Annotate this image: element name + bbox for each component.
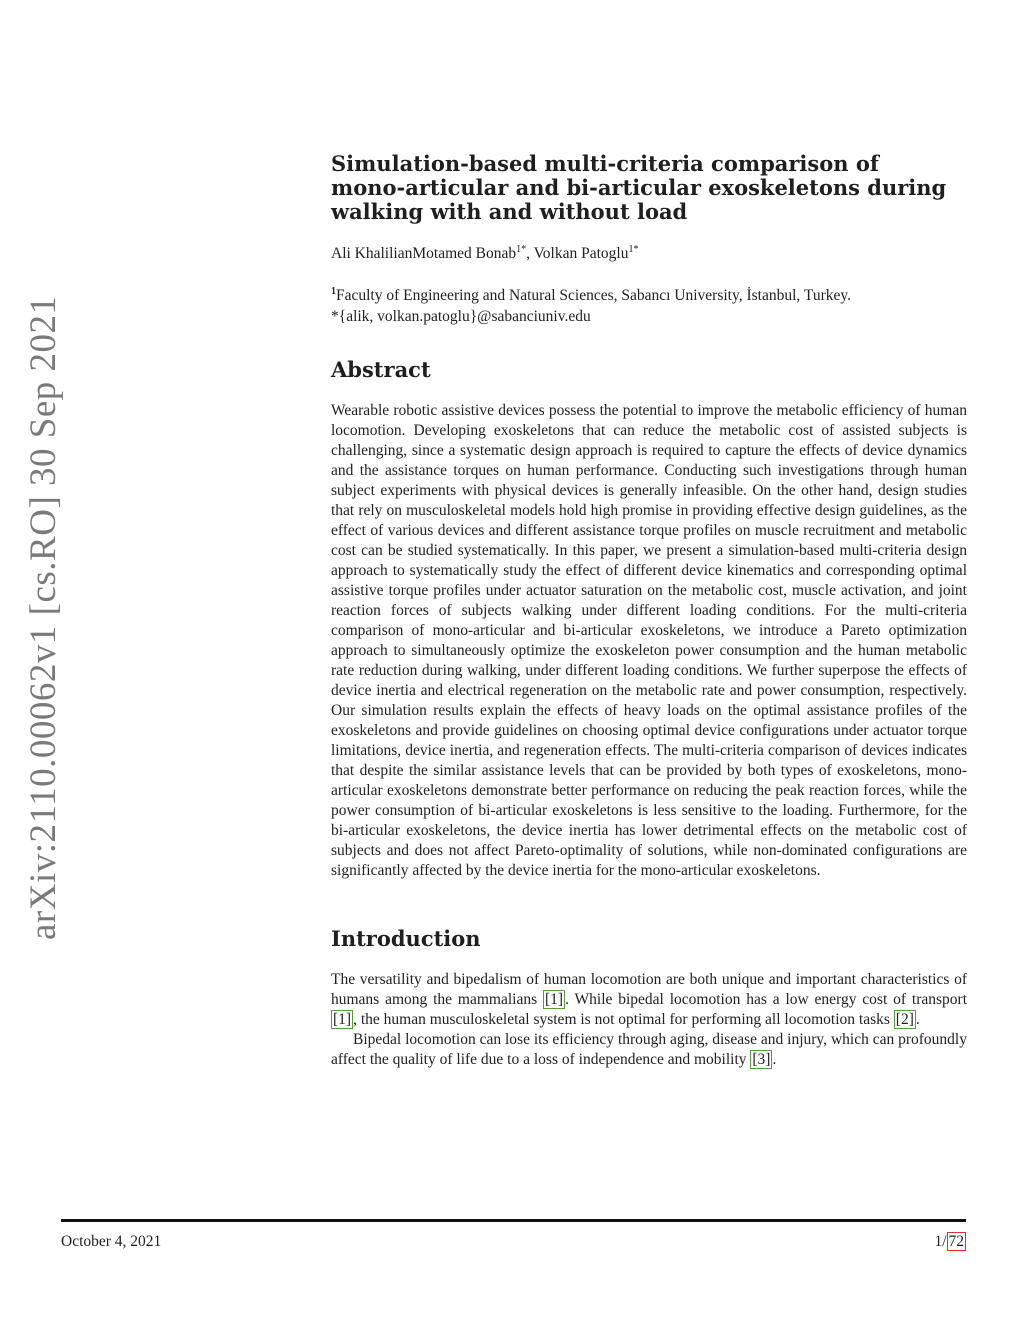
paper-title — [331, 152, 967, 224]
page-total-link[interactable]: 72 — [948, 1233, 964, 1250]
title-line: mono-articular and bi-articular exoskeletons during — [331, 175, 947, 200]
paper-content — [331, 152, 967, 1070]
abstract-text: Wearable robotic assistive devices possess the potential to improve the metabolic efficiency of human locomotion. Developing exoskeletons that can reduce the metabolic cost of assisted subjects is challenging, since a systematic design approach is required to capture the effects of device dynamics and the assistance torques on human performance. Conducting such investigations through human subject experiments with physical devices is generally infeasible. On the other hand, design studies that rely on musculoskeletal models hold high promise in providing effective design guidelines, as the effect of various devices and different assistance torque profiles on muscle recruitment and metabolic cost can be studied systematically. In this paper, we present a simulation-based multi-criteria design approach to systematically study the effect of different device kinematics and corresponding optimal assistive torque profiles under actuator saturation on the metabolic cost, muscle activation, and joint reaction forces of subjects walking under different loading conditions. For the multi-criteria comparison of mono-articular and bi-articular exoskeletons, we introduce a Pareto optimization approach to simultaneously optimize the exoskeleton power consumption and the human metabolic rate reduction during walking, under different loading conditions. We further superpose the effects of device inertia and electrical regeneration on the metabolic rate and power consumption, respectively. Our simulation results explain the effects of heavy loads on the optimal assistance profiles of the exoskeletons and provide guidelines on choosing optimal device configurations under actuator torque limitations, device inertia, and regeneration effects. The multi-criteria comparison of devices indicates that despite the similar assistance levels that can be provided by both types of exoskeletons, mono-articular exoskeletons demonstrate better performance on reducing the peak reaction forces, while the power consumption of bi-articular exoskeletons is less sensitive to the loading. Furthermore, for the bi-articular exoskeletons, the device inertia has lower detrimental effects on the metabolic cost of subjects and does not affect Pareto-optimality of solutions, while non-dominated configurations are significantly affected by the device inertia for the mono-articular exoskeletons. — [331, 402, 967, 880]
arxiv-identifier: arXiv:2110.00062v1 [cs.RO] 30 Sep 2021 — [23, 295, 64, 940]
text-run: . — [772, 1051, 777, 1069]
introduction-text — [331, 970, 967, 1070]
title-line: Simulation-based multi-criteria comparison of — [331, 151, 879, 176]
paragraph — [331, 970, 967, 1030]
text-run: Bipedal locomotion can lose its efficiency through aging, disease and injury, which can profoundly affect the quality of life due to a loss of independence and mobility — [331, 1031, 967, 1069]
affiliation-text: Faculty of Engineering and Natural Sciences, Sabancı University, İstanbul, Turkey. — [336, 287, 851, 305]
affiliation-number: 1 — [331, 286, 336, 298]
page-current: 1/ — [934, 1233, 947, 1250]
introduction-heading: Introduction — [331, 926, 481, 952]
author-affiliation-mark: 1* — [628, 244, 639, 255]
author-name: Ali KhalilianMotamed Bonab — [331, 245, 517, 263]
citation-link[interactable]: [1] — [544, 991, 564, 1009]
author-list — [331, 244, 967, 263]
paragraph — [331, 1030, 967, 1070]
author-name: Volkan Patoglu — [533, 245, 629, 263]
footer-divider — [61, 1219, 966, 1222]
text-run: , the human musculoskeletal system is not optimal for performing all locomotion tasks — [353, 1011, 894, 1029]
footer-date: October 4, 2021 — [61, 1233, 162, 1250]
text-run: . While bipedal locomotion has a low energy cost of transport — [565, 991, 967, 1009]
text-run: The versatility and bipedalism of human locomotion are both unique and important characteristics of humans among the mammalians — [331, 971, 967, 1009]
author-separator: , — [526, 245, 534, 263]
abstract-heading: Abstract — [331, 357, 431, 383]
citation-link[interactable]: [2] — [895, 1011, 914, 1029]
author-affiliation-mark: 1* — [516, 244, 527, 255]
citation-link[interactable]: [3] — [752, 1051, 771, 1069]
affiliation-block — [331, 281, 967, 327]
text-run: . — [915, 1011, 920, 1029]
page-number — [934, 1233, 966, 1251]
citation-link[interactable]: [1] — [333, 1011, 352, 1029]
title-line: walking with and without load — [331, 199, 688, 224]
author-emails: *{alik, volkan.patoglu}@sabanciuniv.edu — [331, 308, 591, 326]
